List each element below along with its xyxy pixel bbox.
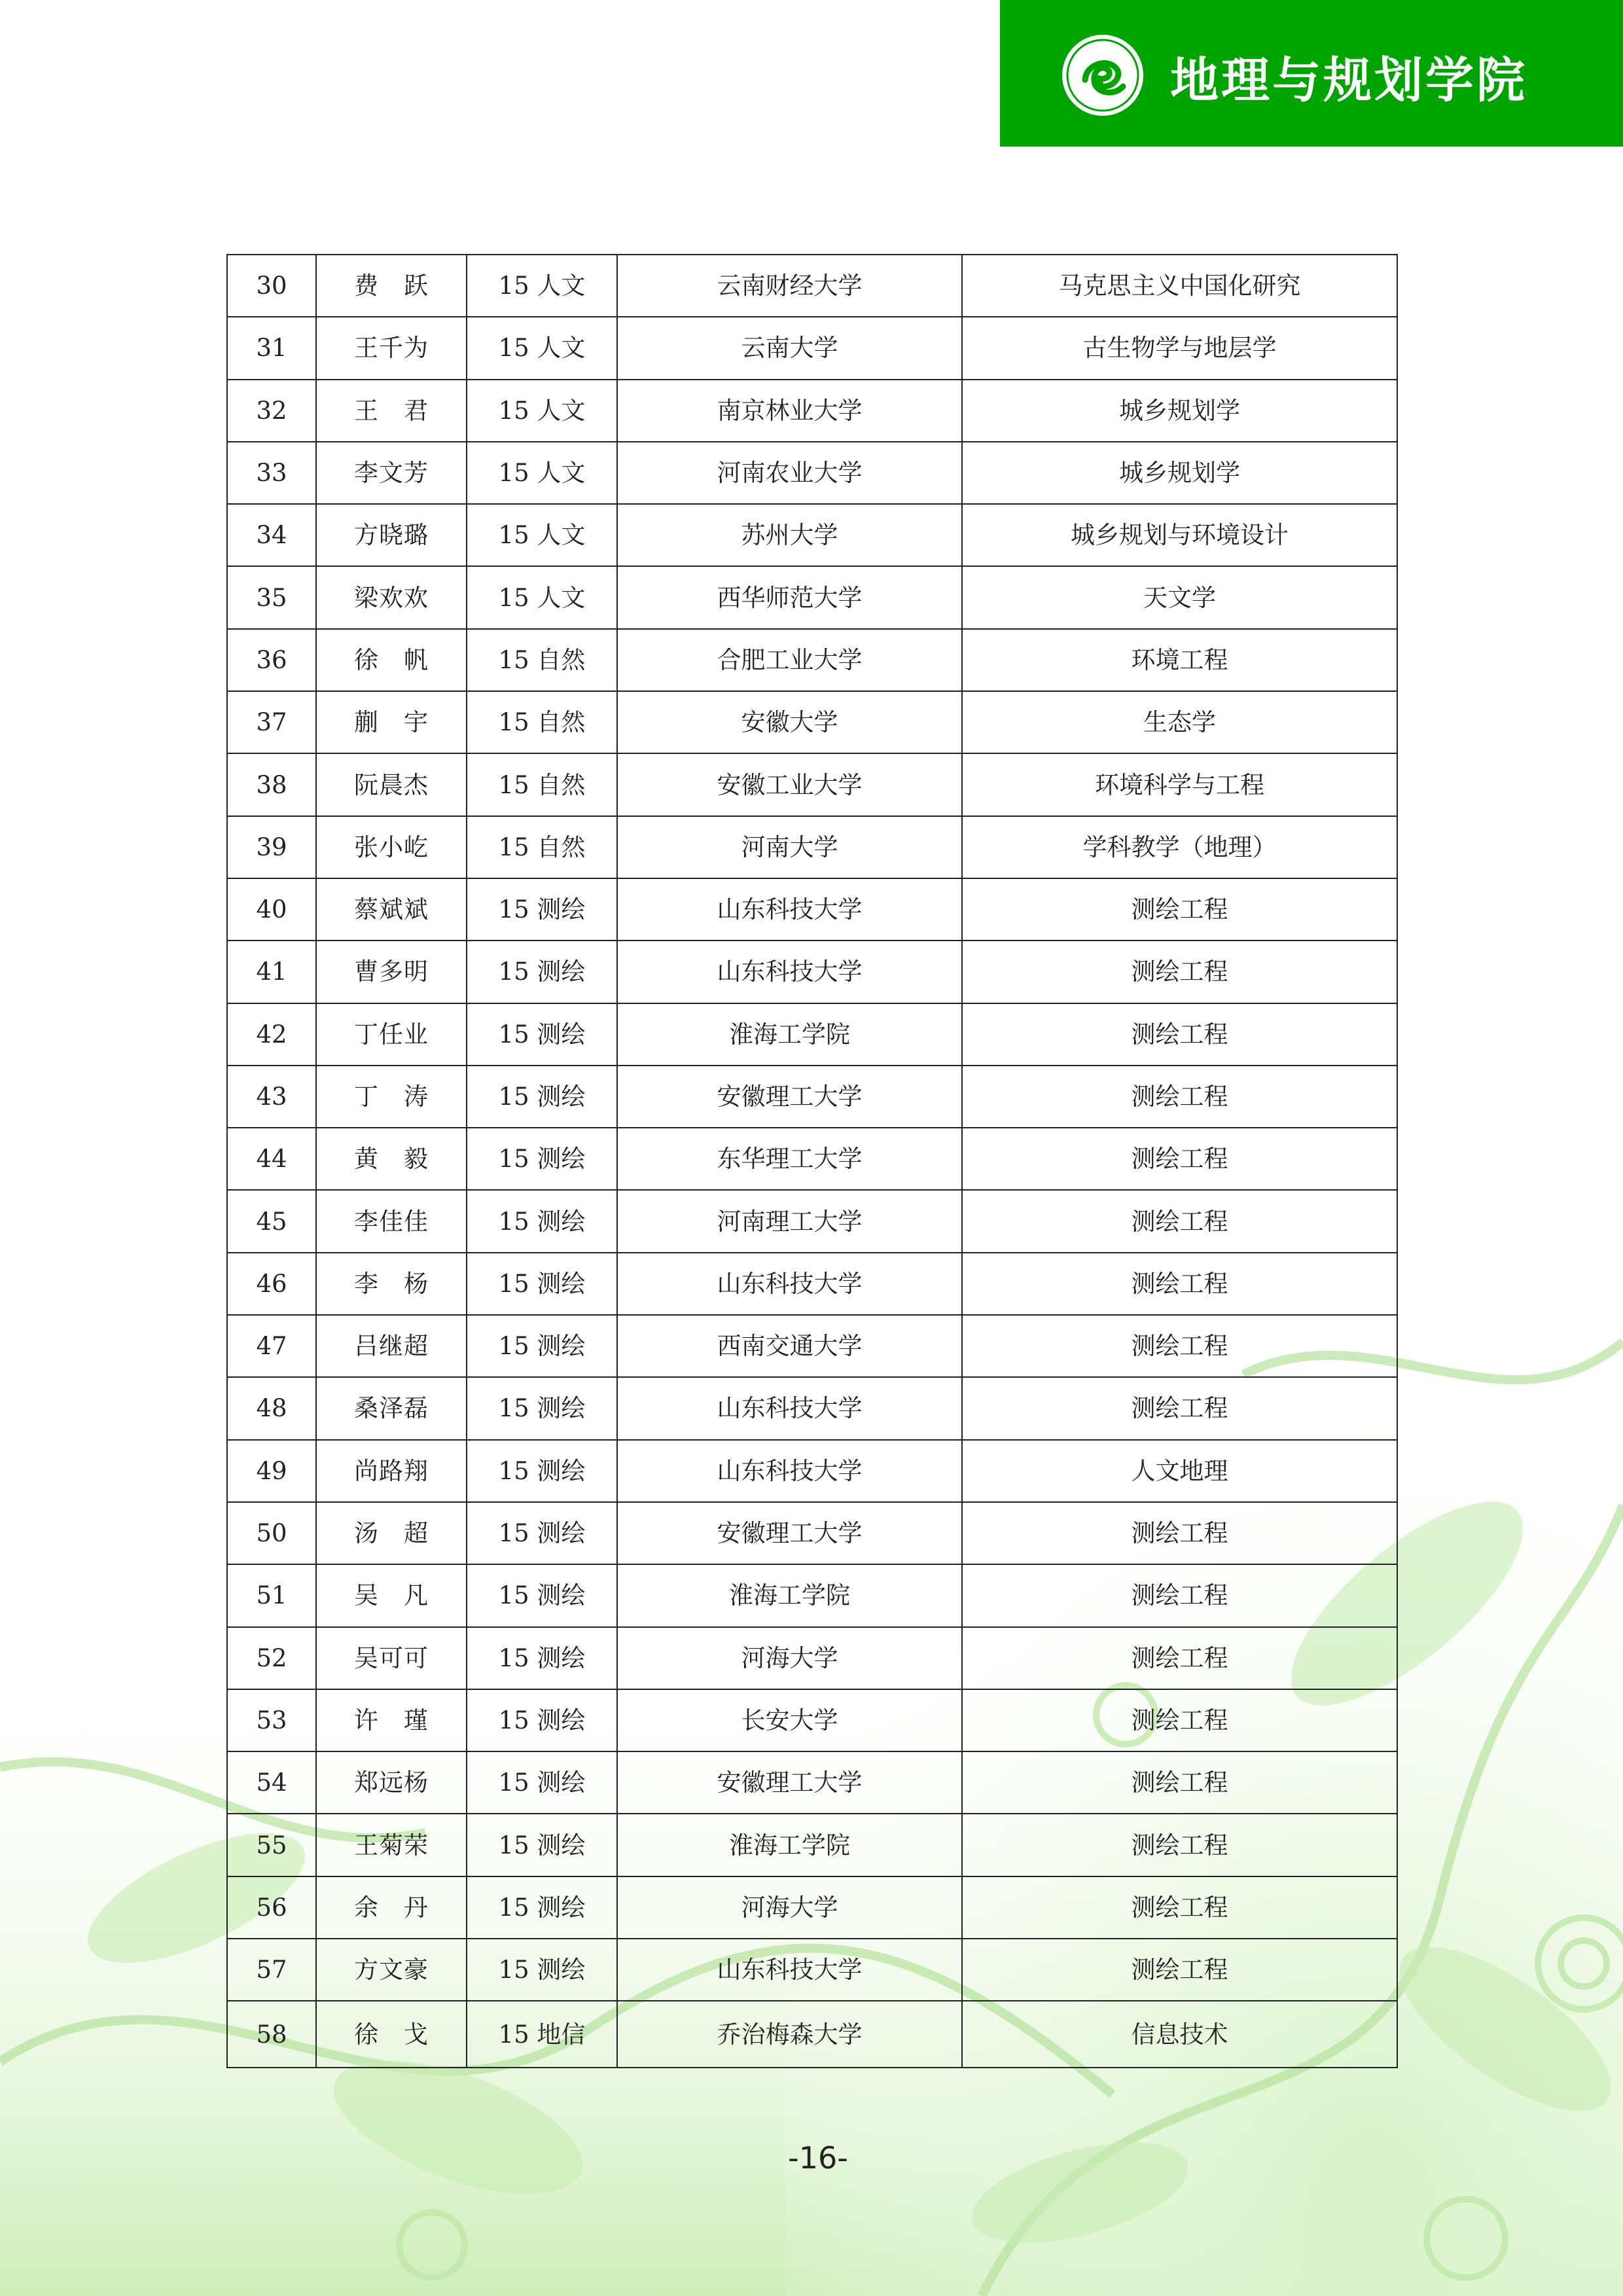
row-number-cell: 58 <box>227 2001 316 2068</box>
university-cell: 河海大学 <box>617 1876 962 1939</box>
row-number-cell: 44 <box>227 1128 316 1190</box>
major-cell: 城乡规划学 <box>962 442 1397 504</box>
student-name-cell: 吕继超 <box>316 1315 467 1377</box>
university-cell: 西华师范大学 <box>617 566 962 628</box>
major-cell: 马克思主义中国化研究 <box>962 255 1397 317</box>
row-number-cell: 53 <box>227 1689 316 1751</box>
class-name-cell: 15 测绘 <box>467 1939 617 2001</box>
university-cell: 东华理工大学 <box>617 1128 962 1190</box>
student-name-cell: 黄 毅 <box>316 1128 467 1190</box>
class-name-cell: 15 人文 <box>467 255 617 317</box>
row-number-cell: 40 <box>227 878 316 941</box>
class-name-cell: 15 测绘 <box>467 1315 617 1377</box>
university-cell: 山东科技大学 <box>617 941 962 1003</box>
university-cell: 河南理工大学 <box>617 1190 962 1252</box>
table-row <box>227 629 1397 691</box>
student-name-cell: 李文芳 <box>316 442 467 504</box>
student-name-cell: 蒯 宇 <box>316 691 467 753</box>
student-name-cell: 蔡斌斌 <box>316 878 467 941</box>
student-name-cell: 方文豪 <box>316 1939 467 2001</box>
university-cell: 安徽工业大学 <box>617 753 962 816</box>
class-name-cell: 15 测绘 <box>467 1003 617 1066</box>
student-name-cell: 许 瑾 <box>316 1689 467 1751</box>
row-number-cell: 46 <box>227 1253 316 1315</box>
class-name-cell: 15 测绘 <box>467 1128 617 1190</box>
major-cell: 环境科学与工程 <box>962 753 1397 816</box>
major-cell: 生态学 <box>962 691 1397 753</box>
university-cell: 南京林业大学 <box>617 380 962 442</box>
class-name-cell: 15 地信 <box>467 2001 617 2068</box>
major-cell: 测绘工程 <box>962 1564 1397 1626</box>
major-cell: 人文地理 <box>962 1440 1397 1502</box>
major-cell: 信息技术 <box>962 2001 1397 2068</box>
university-cell: 云南财经大学 <box>617 255 962 317</box>
class-name-cell: 15 人文 <box>467 317 617 379</box>
class-name-cell: 15 人文 <box>467 566 617 628</box>
major-cell: 测绘工程 <box>962 1128 1397 1190</box>
table-row <box>227 1440 1397 1502</box>
university-cell: 淮海工学院 <box>617 1564 962 1626</box>
table-row <box>227 255 1397 317</box>
student-name-cell: 徐 帆 <box>316 629 467 691</box>
header-title: 地理与规划学院 <box>1170 52 1527 109</box>
class-name-cell: 15 测绘 <box>467 1627 617 1689</box>
table-row <box>227 1253 1397 1315</box>
row-number-cell: 54 <box>227 1751 316 1814</box>
university-cell: 安徽理工大学 <box>617 1066 962 1128</box>
university-cell: 河南农业大学 <box>617 442 962 504</box>
table-row <box>227 691 1397 753</box>
row-number-cell: 49 <box>227 1440 316 1502</box>
row-number-cell: 51 <box>227 1564 316 1626</box>
major-cell: 环境工程 <box>962 629 1397 691</box>
class-name-cell: 15 测绘 <box>467 1502 617 1564</box>
class-name-cell: 15 自然 <box>467 816 617 878</box>
major-cell: 城乡规划学 <box>962 380 1397 442</box>
major-cell: 测绘工程 <box>962 1939 1397 2001</box>
class-name-cell: 15 测绘 <box>467 1814 617 1876</box>
row-number-cell: 41 <box>227 941 316 1003</box>
student-name-cell: 徐 戈 <box>316 2001 467 2068</box>
student-name-cell: 费 跃 <box>316 255 467 317</box>
class-name-cell: 15 测绘 <box>467 1253 617 1315</box>
header-banner <box>1000 0 1623 147</box>
table-row <box>227 816 1397 878</box>
row-number-cell: 43 <box>227 1066 316 1128</box>
row-number-cell: 36 <box>227 629 316 691</box>
table-row <box>227 1377 1397 1439</box>
class-name-cell: 15 测绘 <box>467 1689 617 1751</box>
student-name-cell: 王菊荣 <box>316 1814 467 1876</box>
class-name-cell: 15 测绘 <box>467 941 617 1003</box>
table-row <box>227 442 1397 504</box>
table-row <box>227 941 1397 1003</box>
table-row <box>227 317 1397 379</box>
university-cell: 云南大学 <box>617 317 962 379</box>
major-cell: 测绘工程 <box>962 1253 1397 1315</box>
row-number-cell: 55 <box>227 1814 316 1876</box>
class-name-cell: 15 人文 <box>467 442 617 504</box>
student-name-cell: 王 君 <box>316 380 467 442</box>
university-cell: 长安大学 <box>617 1689 962 1751</box>
table-row <box>227 878 1397 941</box>
class-name-cell: 15 测绘 <box>467 1564 617 1626</box>
table-row <box>227 1066 1397 1128</box>
row-number-cell: 47 <box>227 1315 316 1377</box>
table-row <box>227 1128 1397 1190</box>
university-cell: 乔治梅森大学 <box>617 2001 962 2068</box>
college-seal-icon <box>1060 33 1145 118</box>
class-name-cell: 15 测绘 <box>467 1190 617 1252</box>
university-cell: 安徽大学 <box>617 691 962 753</box>
row-number-cell: 35 <box>227 566 316 628</box>
table-row <box>227 1751 1397 1814</box>
student-name-cell: 吴可可 <box>316 1627 467 1689</box>
table-row <box>227 1564 1397 1626</box>
major-cell: 测绘工程 <box>962 1751 1397 1814</box>
row-number-cell: 38 <box>227 753 316 816</box>
major-cell: 测绘工程 <box>962 1627 1397 1689</box>
class-name-cell: 15 测绘 <box>467 878 617 941</box>
major-cell: 测绘工程 <box>962 1689 1397 1751</box>
table-row <box>227 1003 1397 1066</box>
university-cell: 合肥工业大学 <box>617 629 962 691</box>
university-cell: 山东科技大学 <box>617 1253 962 1315</box>
row-number-cell: 34 <box>227 504 316 566</box>
student-name-cell: 阮晨杰 <box>316 753 467 816</box>
major-cell: 城乡规划与环境设计 <box>962 504 1397 566</box>
university-cell: 山东科技大学 <box>617 1939 962 2001</box>
class-name-cell: 15 测绘 <box>467 1440 617 1502</box>
student-name-cell: 郑远杨 <box>316 1751 467 1814</box>
major-cell: 测绘工程 <box>962 1003 1397 1066</box>
row-number-cell: 31 <box>227 317 316 379</box>
table-row <box>227 1689 1397 1751</box>
class-name-cell: 15 人文 <box>467 380 617 442</box>
table-row <box>227 1190 1397 1252</box>
class-name-cell: 15 自然 <box>467 629 617 691</box>
row-number-cell: 56 <box>227 1876 316 1939</box>
page-number: -16- <box>788 2140 848 2176</box>
major-cell: 古生物学与地层学 <box>962 317 1397 379</box>
table-row <box>227 1876 1397 1939</box>
major-cell: 测绘工程 <box>962 1876 1397 1939</box>
university-cell: 安徽理工大学 <box>617 1751 962 1814</box>
admission-roster-table <box>226 254 1398 2068</box>
table-row <box>227 753 1397 816</box>
table-row <box>227 566 1397 628</box>
student-name-cell: 丁 涛 <box>316 1066 467 1128</box>
table-row <box>227 1627 1397 1689</box>
class-name-cell: 15 测绘 <box>467 1876 617 1939</box>
major-cell: 测绘工程 <box>962 941 1397 1003</box>
row-number-cell: 50 <box>227 1502 316 1564</box>
row-number-cell: 48 <box>227 1377 316 1439</box>
student-name-cell: 汤 超 <box>316 1502 467 1564</box>
row-number-cell: 39 <box>227 816 316 878</box>
university-cell: 山东科技大学 <box>617 1440 962 1502</box>
student-name-cell: 李佳佳 <box>316 1190 467 1252</box>
table-row <box>227 1814 1397 1876</box>
university-cell: 淮海工学院 <box>617 1814 962 1876</box>
university-cell: 苏州大学 <box>617 504 962 566</box>
major-cell: 学科教学（地理） <box>962 816 1397 878</box>
university-cell: 山东科技大学 <box>617 1377 962 1439</box>
class-name-cell: 15 自然 <box>467 691 617 753</box>
major-cell: 测绘工程 <box>962 1502 1397 1564</box>
student-name-cell: 曹多明 <box>316 941 467 1003</box>
university-cell: 安徽理工大学 <box>617 1502 962 1564</box>
table-row <box>227 1939 1397 2001</box>
row-number-cell: 52 <box>227 1627 316 1689</box>
table-row <box>227 2001 1397 2068</box>
university-cell: 山东科技大学 <box>617 878 962 941</box>
student-name-cell: 方晓璐 <box>316 504 467 566</box>
major-cell: 天文学 <box>962 566 1397 628</box>
student-name-cell: 吴 凡 <box>316 1564 467 1626</box>
university-cell: 淮海工学院 <box>617 1003 962 1066</box>
university-cell: 西南交通大学 <box>617 1315 962 1377</box>
student-name-cell: 尚路翔 <box>316 1440 467 1502</box>
class-name-cell: 15 测绘 <box>467 1066 617 1128</box>
major-cell: 测绘工程 <box>962 1315 1397 1377</box>
table-row <box>227 1315 1397 1377</box>
class-name-cell: 15 测绘 <box>467 1377 617 1439</box>
row-number-cell: 42 <box>227 1003 316 1066</box>
row-number-cell: 57 <box>227 1939 316 2001</box>
table-row <box>227 504 1397 566</box>
student-name-cell: 李 杨 <box>316 1253 467 1315</box>
student-name-cell: 梁欢欢 <box>316 566 467 628</box>
table-row <box>227 380 1397 442</box>
major-cell: 测绘工程 <box>962 1377 1397 1439</box>
row-number-cell: 45 <box>227 1190 316 1252</box>
table-row <box>227 1502 1397 1564</box>
university-cell: 河海大学 <box>617 1627 962 1689</box>
row-number-cell: 32 <box>227 380 316 442</box>
major-cell: 测绘工程 <box>962 1066 1397 1128</box>
major-cell: 测绘工程 <box>962 1814 1397 1876</box>
major-cell: 测绘工程 <box>962 878 1397 941</box>
class-name-cell: 15 测绘 <box>467 1751 617 1814</box>
student-name-cell: 丁任业 <box>316 1003 467 1066</box>
student-name-cell: 张小屹 <box>316 816 467 878</box>
major-cell: 测绘工程 <box>962 1190 1397 1252</box>
student-name-cell: 王千为 <box>316 317 467 379</box>
row-number-cell: 33 <box>227 442 316 504</box>
row-number-cell: 37 <box>227 691 316 753</box>
university-cell: 河南大学 <box>617 816 962 878</box>
class-name-cell: 15 自然 <box>467 753 617 816</box>
student-name-cell: 桑泽磊 <box>316 1377 467 1439</box>
student-name-cell: 余 丹 <box>316 1876 467 1939</box>
row-number-cell: 30 <box>227 255 316 317</box>
class-name-cell: 15 人文 <box>467 504 617 566</box>
